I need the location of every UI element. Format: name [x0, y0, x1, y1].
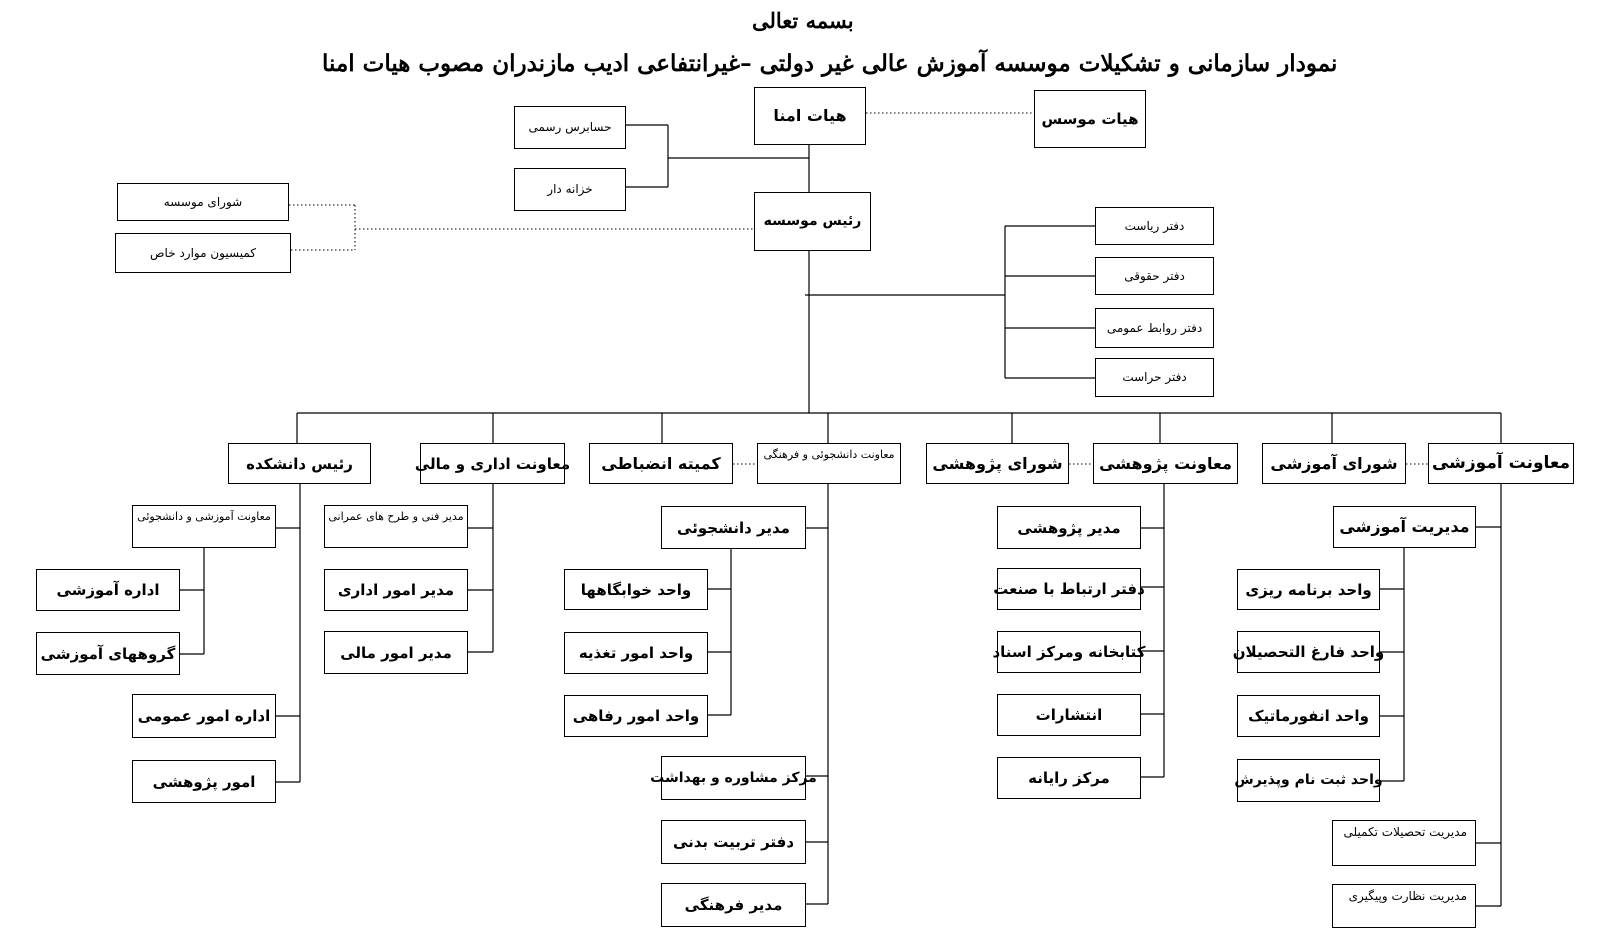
admin-finance-vp-box: معاونت اداری و مالی	[420, 443, 565, 484]
security-office-box: دفتر حراست	[1095, 358, 1214, 397]
publications-box: انتشارات	[997, 694, 1141, 736]
student-culture-vp-box: معاونت دانشجوئی و فرهنگی	[757, 443, 901, 484]
founders-board-box: هیات موسس	[1034, 90, 1146, 148]
research-council-box: شورای پژوهشی	[926, 443, 1069, 484]
legal-office-box: دفتر حقوقی	[1095, 257, 1214, 295]
research-vp-box: معاونت پژوهشی	[1093, 443, 1238, 484]
technical-construction-manager-box: مدیر فنی و طرح های عمرانی	[324, 505, 468, 548]
student-manager-box: مدیر دانشجوئی	[661, 506, 806, 549]
monitoring-management-box: مدیریت نظارت وپیگیری	[1332, 884, 1476, 928]
public-relations-office-box: دفتر روابط عمومی	[1095, 308, 1214, 348]
general-affairs-office-box: اداره امور عمومی	[132, 694, 276, 738]
physical-education-office-box: دفتر تربیت بدنی	[661, 820, 806, 864]
president-box: رئیس موسسه	[754, 192, 871, 251]
educational-groups-box: گروههای آموزشی	[36, 632, 180, 675]
education-council-box: شورای آموزشی	[1262, 443, 1406, 484]
research-affairs-box: امور پژوهشی	[132, 760, 276, 803]
discipline-committee-box: کمیته انضباطی	[589, 443, 733, 484]
counseling-health-center-box: مرکز مشاوره و بهداشت	[661, 756, 806, 800]
nutrition-unit-box: واحد امور تغذیه	[564, 632, 708, 674]
graduates-unit-box: واحد فارغ التحصیلان	[1237, 631, 1380, 673]
planning-unit-box: واحد برنامه ریزی	[1237, 569, 1380, 610]
presidency-office-box: دفتر ریاست	[1095, 207, 1214, 245]
institute-council-box: شورای موسسه	[117, 183, 289, 221]
faculty-education-student-vp-box: معاونت آموزشی و دانشجوئی	[132, 505, 276, 548]
treasurer-box: خزانه دار	[514, 168, 626, 211]
header-bismillah: بسمه تعالی	[752, 8, 854, 33]
graduate-studies-management-box: مدیریت تحصیلات تکمیلی	[1332, 820, 1476, 866]
faculty-head-box: رئیس دانشکده	[228, 443, 371, 484]
official-auditor-box: حسابرس رسمی	[514, 106, 626, 149]
welfare-unit-box: واحد امور رفاهی	[564, 695, 708, 737]
education-management-box: مدیریت آموزشی	[1333, 506, 1476, 548]
administrative-affairs-manager-box: مدیر امور اداری	[324, 569, 468, 611]
special-cases-commission-box: کمیسیون موارد خاص	[115, 233, 291, 273]
library-documents-center-box: کتابخانه ومرکز اسناد	[997, 631, 1141, 673]
computer-center-box: مرکز رایانه	[997, 757, 1141, 799]
research-manager-box: مدیر پژوهشی	[997, 506, 1141, 549]
education-vp-box: معاونت آموزشی	[1428, 443, 1574, 484]
page-title: نمودار سازمانی و تشکیلات موسسه آموزش عالی غیر دولتی –غیرانتفاعی ادیب مازندران مصوب هیات امنا	[322, 50, 1338, 77]
registration-unit-box: واحد ثبت نام وپذیرش	[1237, 759, 1380, 802]
financial-affairs-manager-box: مدیر امور مالی	[324, 631, 468, 674]
informatics-unit-box: واحد انفورماتیک	[1237, 695, 1380, 737]
industry-liaison-office-box: دفتر ارتباط با صنعت	[997, 568, 1141, 610]
board-of-trustees-box: هیات امنا	[754, 87, 866, 145]
cultural-manager-box: مدیر فرهنگی	[661, 883, 806, 927]
education-office-box: اداره آموزشی	[36, 569, 180, 611]
dormitories-unit-box: واحد خوابگاهها	[564, 569, 708, 610]
